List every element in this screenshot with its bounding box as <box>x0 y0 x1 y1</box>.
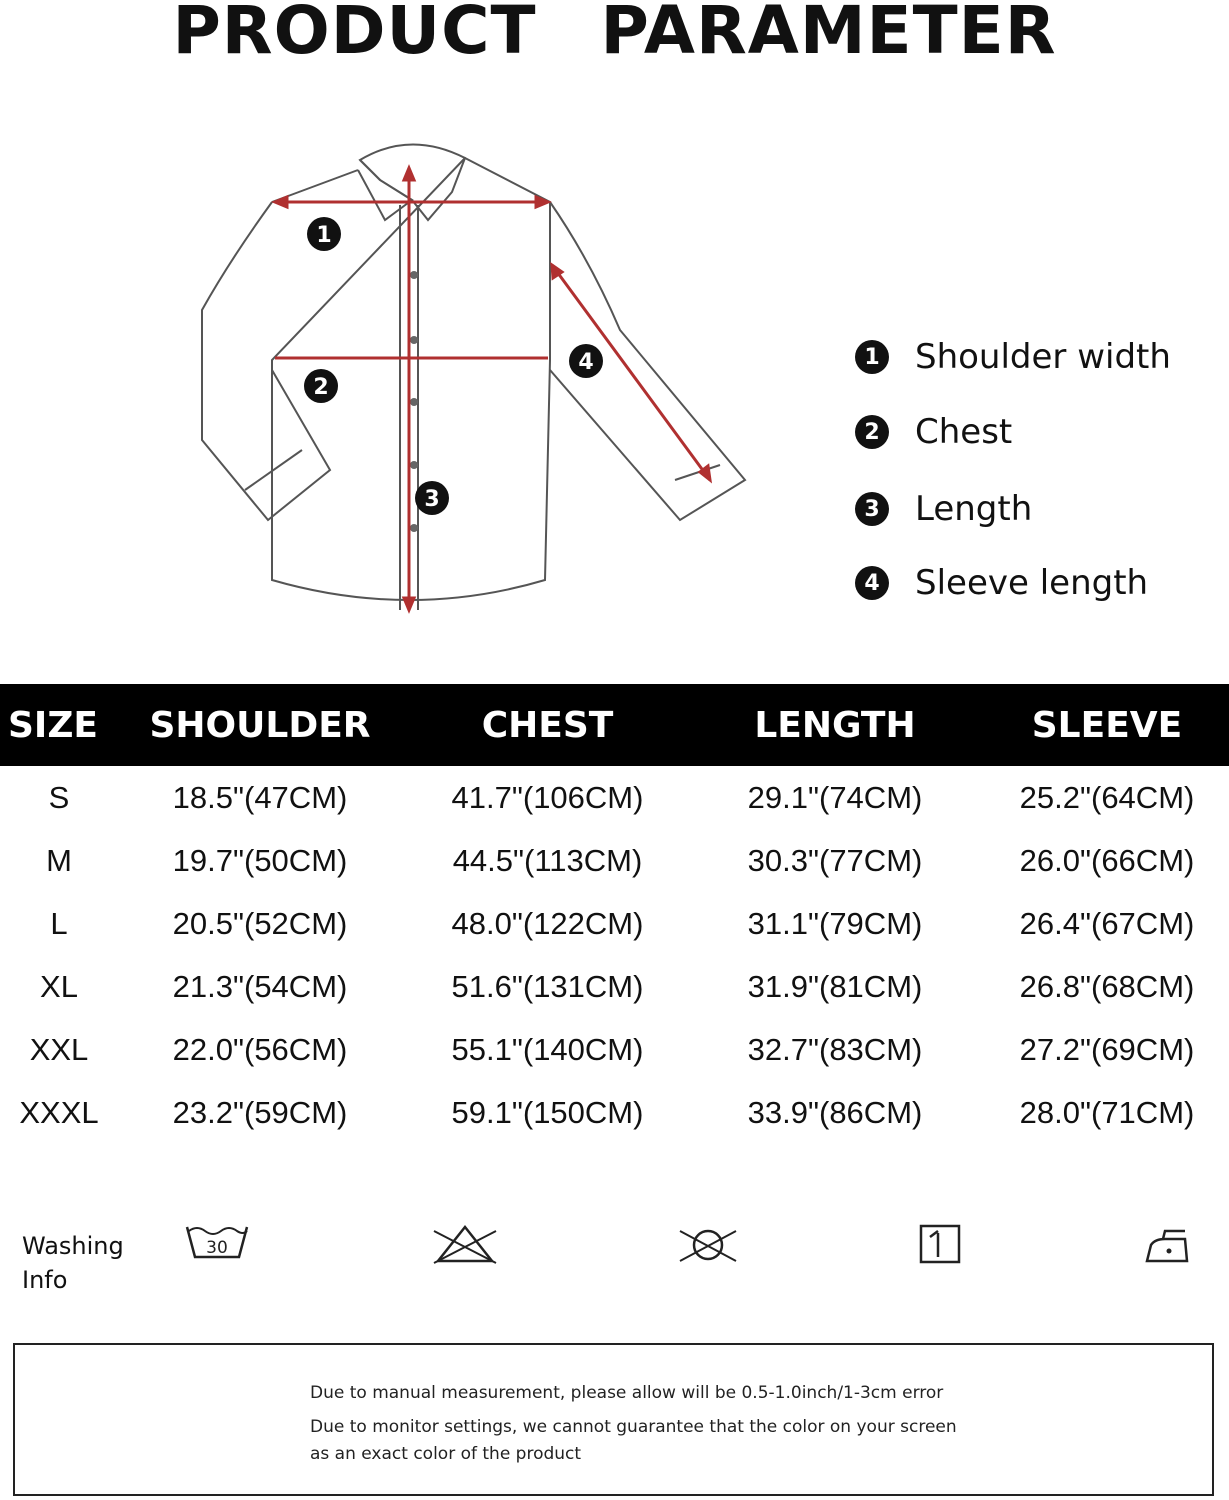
measurement-cell: 20.5"(52CM) <box>172 905 348 941</box>
no-tumble-dry-icon <box>678 1223 738 1267</box>
legend-label: Chest <box>915 412 1013 452</box>
legend-item <box>855 335 1171 379</box>
note-line-3: as an exact color of the product <box>310 1444 582 1464</box>
header-chest: CHEST <box>410 684 685 766</box>
measurement-cell: 21.3"(54CM) <box>172 968 348 1004</box>
size-cell: S <box>48 779 70 815</box>
measurement-cell: 48.0"(122CM) <box>451 905 644 941</box>
legend-label: Sleeve length <box>915 563 1149 603</box>
measurement-cell: 31.1"(79CM) <box>747 905 923 941</box>
table-row <box>0 766 1229 829</box>
legend-number: 3 <box>855 492 889 526</box>
note-line-1: Due to manual measurement, please allow will be 0.5-1.0inch/1-3cm error <box>310 1383 944 1403</box>
measurement-cell: 55.1"(140CM) <box>451 1031 644 1067</box>
washing-label-line2: Info <box>22 1266 68 1294</box>
measurement-cell: 30.3"(77CM) <box>747 842 923 878</box>
size-cell: M <box>46 842 72 878</box>
header-length: LENGTH <box>685 684 985 766</box>
washing-label <box>22 1229 124 1297</box>
size-table <box>0 684 1229 1144</box>
table-header-row <box>0 684 1229 766</box>
table-row <box>0 892 1229 955</box>
header-size: SIZE <box>0 684 110 766</box>
marker-4: 4 <box>578 350 594 375</box>
measurement-cell: 44.5"(113CM) <box>452 842 643 878</box>
size-cell: XXXL <box>19 1094 99 1130</box>
page-title: PRODUCT PARAMETER <box>172 0 1057 69</box>
legend-number: 2 <box>855 415 889 449</box>
line-dry-icon <box>918 1223 964 1267</box>
table-row <box>0 829 1229 892</box>
measurement-cell: 23.2"(59CM) <box>172 1094 348 1130</box>
washing-info <box>0 1215 1229 1305</box>
measurement-cell: 33.9"(86CM) <box>747 1094 923 1130</box>
measurement-cell: 28.0"(71CM) <box>1019 1094 1195 1130</box>
measurement-cell: 22.0"(56CM) <box>172 1031 348 1067</box>
measurement-cell: 18.5"(47CM) <box>172 779 348 815</box>
legend-label: Shoulder width <box>915 337 1171 377</box>
note-line-2: Due to monitor settings, we cannot guarantee that the color on your screen <box>310 1417 957 1437</box>
legend-item <box>855 561 1148 605</box>
legend-item <box>855 410 1012 454</box>
measurement-note <box>13 1343 1214 1496</box>
measurement-cell: 29.1"(74CM) <box>747 779 923 815</box>
table-row <box>0 1081 1229 1144</box>
measurement-cell: 25.2"(64CM) <box>1019 779 1195 815</box>
no-bleach-icon <box>432 1223 498 1267</box>
marker-2: 2 <box>313 375 329 400</box>
measurement-cell: 26.4"(67CM) <box>1019 905 1195 941</box>
measurement-cell: 27.2"(69CM) <box>1019 1031 1195 1067</box>
measurement-cell: 51.6"(131CM) <box>451 968 644 1004</box>
table-row <box>0 1018 1229 1081</box>
measurement-cell: 26.8"(68CM) <box>1019 968 1195 1004</box>
washing-label-line1: Washing <box>22 1232 124 1260</box>
iron-low-icon <box>1143 1223 1191 1267</box>
left-sleeve-outline <box>202 202 330 520</box>
collar-outline <box>360 144 465 220</box>
shirt-diagram <box>190 120 760 630</box>
legend-number: 1 <box>855 340 889 374</box>
size-cell: XL <box>40 968 78 1004</box>
wash-30-icon <box>185 1223 249 1263</box>
table-row <box>0 955 1229 1018</box>
legend-item <box>855 487 1032 531</box>
size-cell: L <box>50 905 68 941</box>
wash-temp-text: 30 <box>206 1238 228 1258</box>
measurement-cell: 26.0"(66CM) <box>1019 842 1195 878</box>
legend-number: 4 <box>855 566 889 600</box>
measurement-cell: 59.1"(150CM) <box>451 1094 644 1130</box>
measurement-cell: 41.7"(106CM) <box>451 779 644 815</box>
size-cell: XXL <box>29 1031 89 1067</box>
marker-3: 3 <box>424 487 440 512</box>
header-sleeve: SLEEVE <box>985 684 1229 766</box>
legend-label: Length <box>915 489 1033 529</box>
header-shoulder: SHOULDER <box>110 684 410 766</box>
measurement-cell: 31.9"(81CM) <box>747 968 923 1004</box>
marker-1: 1 <box>316 223 332 248</box>
measurement-cell: 32.7"(83CM) <box>747 1031 923 1067</box>
measurement-cell: 19.7"(50CM) <box>172 842 348 878</box>
